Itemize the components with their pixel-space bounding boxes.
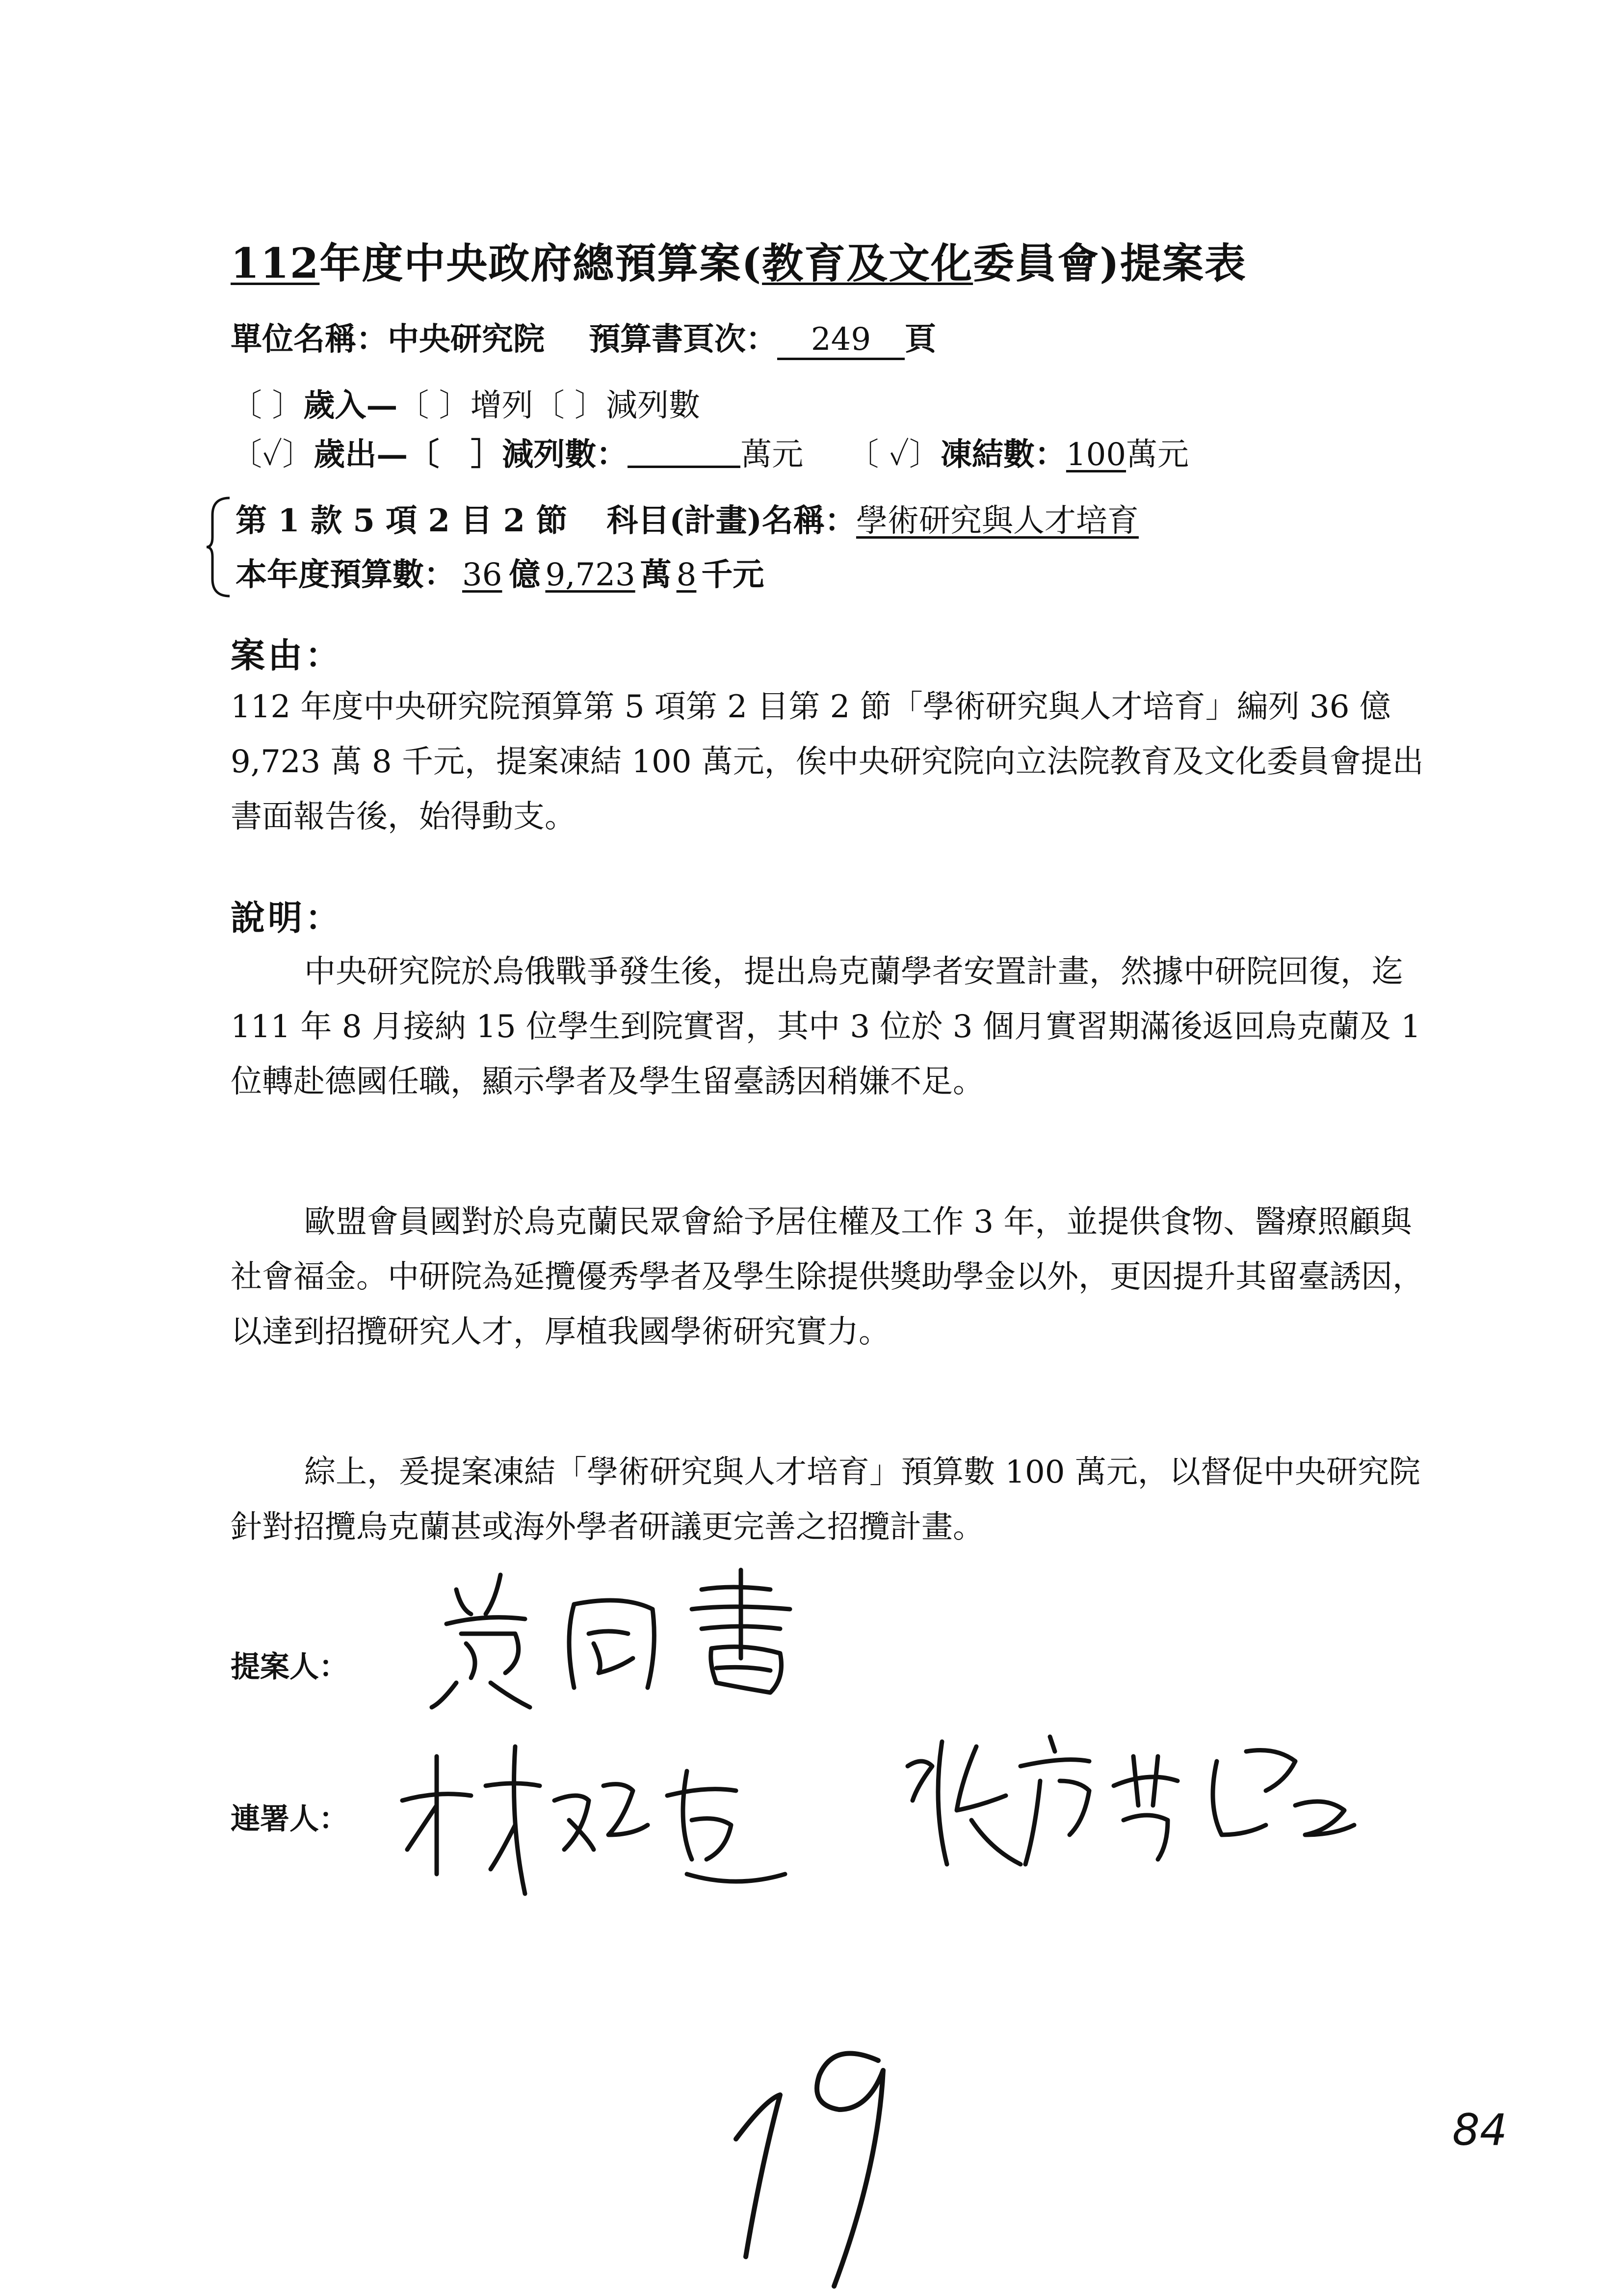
unit-label: 單位名稱：中央研究院 <box>231 321 545 358</box>
increase-label: 增列 <box>470 388 533 424</box>
explanation-paragraph-3: 綜上，爰提案凍結「學術研究與人才培育」預算數 100 萬元，以督促中央研究院針對招攬烏克蘭甚或海外學者研議更完善之招攬計畫。 <box>231 1454 1420 1545</box>
budget-value-2: 9,723 <box>545 557 635 593</box>
revenue-line <box>231 380 700 425</box>
freeze-unit: 萬元 <box>1126 437 1189 473</box>
handwritten-number-mark <box>716 2021 922 2296</box>
explanation-paragraph-2: 歐盟會員國對於烏克蘭民眾會給予居住權及工作 3 年，並提供食物、醫療照顧與社會福金。中研院為延攬優秀學者及學生除提供獎助學金以外，更因提升其留臺誘因，以達到招攬研究人才，厚植我國學術研究實力。 <box>231 1204 1424 1350</box>
decrease-checkbox: 〔 〕 <box>533 388 606 424</box>
bracket-decoration <box>205 496 235 599</box>
budget-value-3: 8 <box>676 557 697 593</box>
page-title <box>231 231 1247 290</box>
page-label: 預算書頁次： <box>589 321 777 358</box>
expense-line <box>231 429 1189 474</box>
handwritten-number: 19 <box>716 2021 717 2022</box>
decrease-amount <box>628 436 740 468</box>
item-line <box>236 496 1139 541</box>
explanation-header: 說明： <box>231 897 342 938</box>
page-unit: 頁 <box>905 321 936 358</box>
budget-unit-2: 萬 <box>640 556 672 593</box>
decrease-unit: 萬元 <box>740 437 804 473</box>
freeze-label: 凍結數： <box>940 436 1066 473</box>
budget-label: 本年度預算數： <box>236 556 455 593</box>
proposer-signature <box>427 1560 829 1717</box>
subject-label: 科目(計畫)名稱： <box>606 502 856 539</box>
budget-unit-3: 千元 <box>701 556 764 593</box>
increase-checkbox: 〔 〕 <box>397 388 471 424</box>
title-committee: 教育及文化 <box>762 239 973 287</box>
reason-header: 案由： <box>231 635 342 676</box>
budget-value-1: 36 <box>462 557 502 593</box>
page-value: 249 <box>777 321 905 360</box>
explanation-paragraph-1: 中央研究院於烏俄戰爭發生後，提出烏克蘭學者安置計畫，然據中研院回復，迄 111 年 8 月接納 15 位學生到院實習，其中 3 位於 3 個月實習期滿後返回烏克蘭及 1 位轉赴德國任職，顯示學者及學生留臺誘因稍嫌不足。 <box>231 954 1421 1100</box>
budget-line <box>236 549 764 595</box>
freeze-checkbox: 〔 ✓〕 <box>847 437 941 473</box>
budget-unit-1: 億 <box>509 556 541 593</box>
section-label: 第 1 款 5 項 2 目 2 節 <box>236 502 568 539</box>
decrease-label: 減列數 <box>606 388 701 424</box>
cosigner-label: 連署人： <box>231 1802 348 1836</box>
cosigner-signature-2 <box>903 1707 1423 1894</box>
cosigner-signature-1 <box>393 1727 834 1913</box>
revenue-label: 歲入— <box>303 387 398 424</box>
freeze-value: 100 <box>1066 437 1126 473</box>
expense-checkbox: 〔✓〕 <box>231 437 314 473</box>
title-end: 委員會)提案表 <box>973 239 1247 287</box>
expense-label: 歲出—〔 ］減列數： <box>314 436 628 473</box>
title-year: 112 <box>231 239 320 287</box>
proposer-label: 提案人： <box>231 1650 348 1684</box>
subject-value: 學術研究與人才培育 <box>856 503 1139 539</box>
revenue-checkbox: 〔 〕 <box>231 388 304 424</box>
unit-line <box>231 314 936 360</box>
title-mid: 年度中央政府總預算案( <box>319 239 762 287</box>
reason-text: 112 年度中央研究院預算第 5 項第 2 目第 2 節「學術研究與人才培育」編列 36 億 9,723 萬 8 千元，提案凍結 100 萬元，俟中央研究院向立法院教育及文化委員會提出書面報告後，始得動支。 <box>231 689 1424 835</box>
page-number: 84 <box>1452 2105 1507 2155</box>
